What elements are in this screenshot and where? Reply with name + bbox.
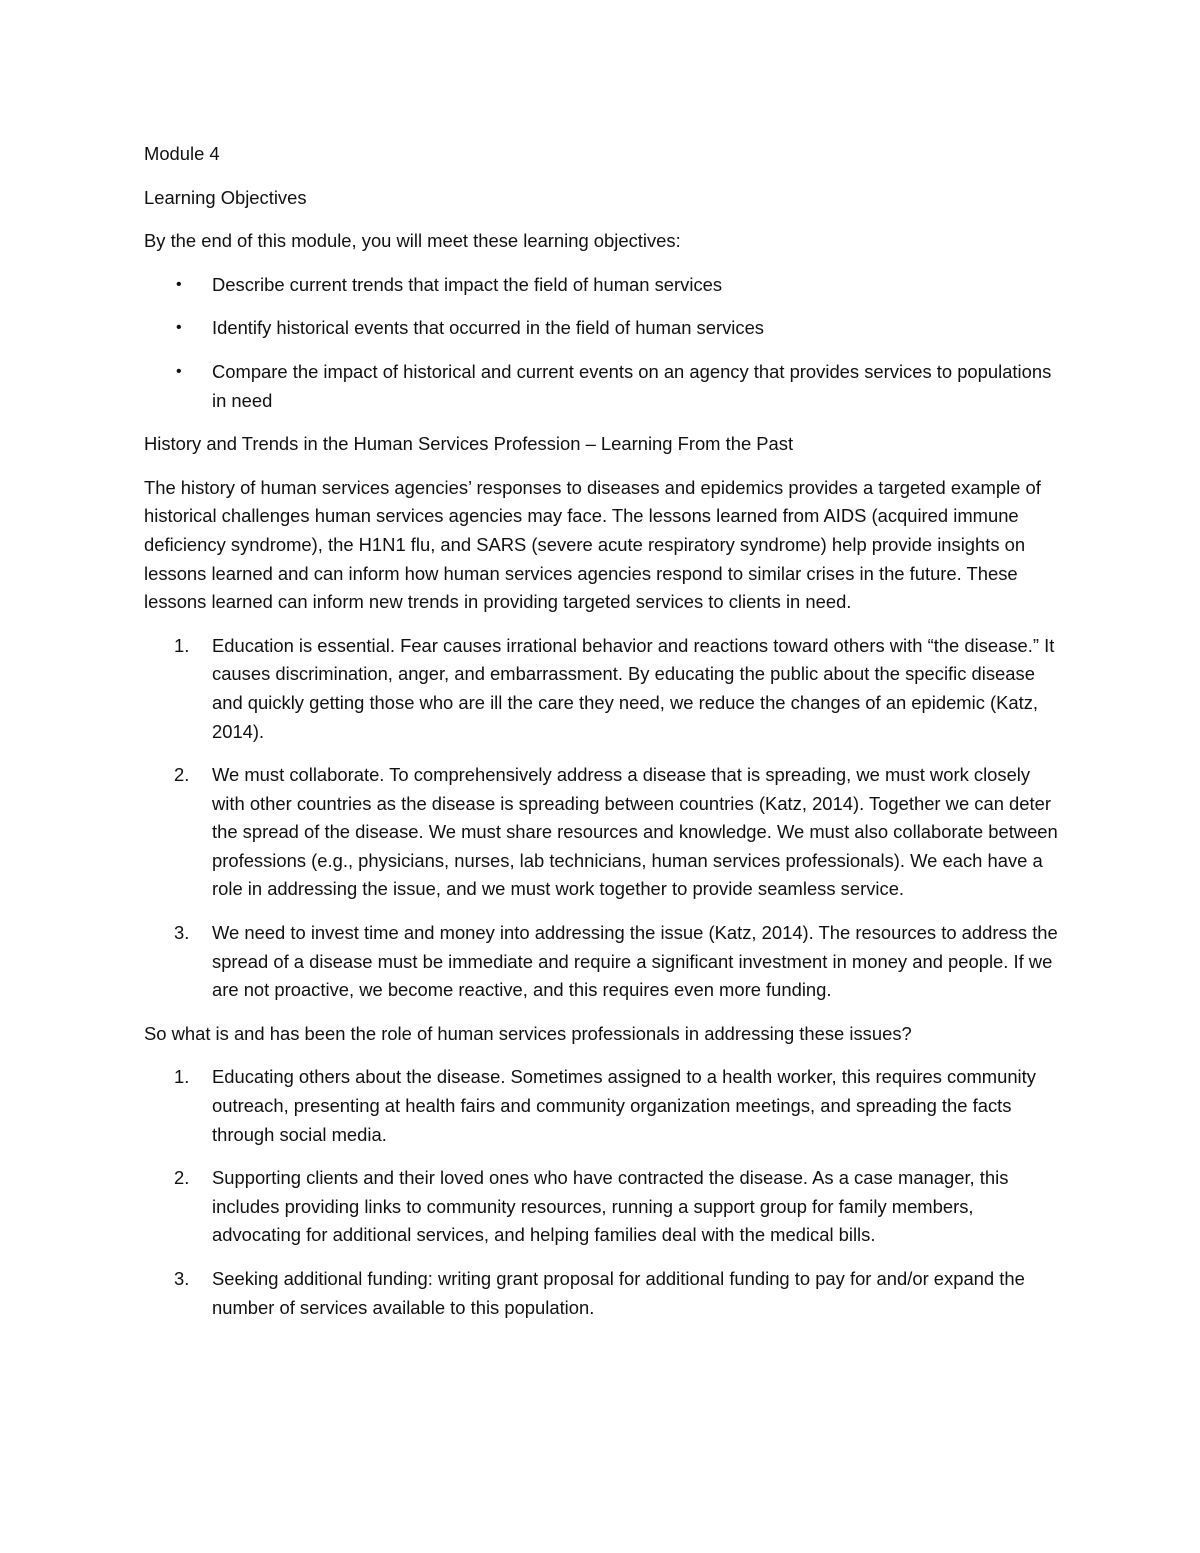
list-number: 3. <box>174 922 190 944</box>
intro-paragraph: The history of human services agencies’ responses to diseases and epidemics provides a targeted example of historical challenges human services agencies may face. The lessons learned from AIDS (acquired immune deficiency syndrome), the H1N1 flu, and SARS (severe acute respiratory syndrome) help provide insights on lessons learned and can inform how human services agencies respond to similar crises in the future. These lessons learned can inform new trends in providing targeted services to clients in need. <box>144 476 1041 613</box>
list-number: 3. <box>174 1268 190 1289</box>
objectives-heading: Learning Objectives <box>144 186 307 208</box>
bullet-icon: • <box>176 362 182 380</box>
role-text: Educating others about the disease. Sometimes assigned to a health worker, this requires community outreach, presenting at health fairs and community organization meetings, and spreading the facts through social media. <box>212 1066 1036 1145</box>
bullet-icon: • <box>176 275 182 293</box>
objective-item <box>144 314 1064 343</box>
list-number: 1. <box>174 1066 190 1088</box>
lesson-text: Education is essential. Fear causes irrational behavior and reactions toward others with “the disease.” It causes discrimination, anger, and embarrassment. By educating the public about the specific disease and quickly getting those who are ill the care they need, we reduce the changes of an epidemic (Katz, 2014). <box>212 634 1055 742</box>
list-number: 2. <box>174 764 190 786</box>
objective-item <box>144 271 1064 300</box>
lesson-item <box>144 761 1064 904</box>
role-text: Seeking additional funding: writing grant proposal for additional funding to pay for and/or expand the number of services available to this population. <box>212 1268 1025 1318</box>
role-item <box>144 1063 1064 1149</box>
list-number: 2. <box>174 1167 190 1189</box>
objective-text: Identify historical events that occurred in the field of human services <box>212 317 764 339</box>
roles-list <box>144 1063 1064 1322</box>
bullet-icon: • <box>176 319 182 337</box>
objective-text: Describe current trends that impact the field of human services <box>212 273 723 295</box>
role-question: So what is and has been the role of human services professionals in addressing these issues? <box>144 1022 912 1044</box>
role-item <box>144 1265 1064 1322</box>
lesson-item <box>144 919 1064 1005</box>
lesson-item <box>144 632 1064 746</box>
objective-item <box>144 358 1064 415</box>
role-text: Supporting clients and their loved ones who have contracted the disease. As a case manager, this includes providing links to community resources, running a support group for family members, advocating for additional services, and helping families deal with the medical bills. <box>212 1167 1009 1246</box>
list-number: 1. <box>174 634 190 656</box>
section-heading: History and Trends in the Human Services Profession – Learning From the Past <box>144 433 794 455</box>
module-title: Module 4 <box>144 143 220 164</box>
lesson-text: We need to invest time and money into addressing the issue (Katz, 2014). The resources to address the spread of a disease must be immediate and require a significant investment in money and people. If we are not proactive, we become reactive, and this requires even more funding. <box>212 922 1058 1001</box>
lesson-text: We must collaborate. To comprehensively address a disease that is spreading, we must work closely with other countries as the disease is spreading between countries (Katz, 2014). Together we can deter the spread of the disease. We must share resources and knowledge. We must also collaborate between professions (e.g., physicians, nurses, lab technicians, human services professionals). We each have a role in addressing the issue, and we must work together to provide seamless service. <box>212 764 1058 900</box>
objective-text: Compare the impact of historical and current events on an agency that provides services to populations in need <box>212 360 1052 411</box>
objectives-list <box>144 271 1064 415</box>
lessons-list <box>144 632 1064 1005</box>
objectives-intro: By the end of this module, you will meet these learning objectives: <box>144 230 681 252</box>
document-body <box>144 140 1064 1337</box>
role-item <box>144 1164 1064 1250</box>
